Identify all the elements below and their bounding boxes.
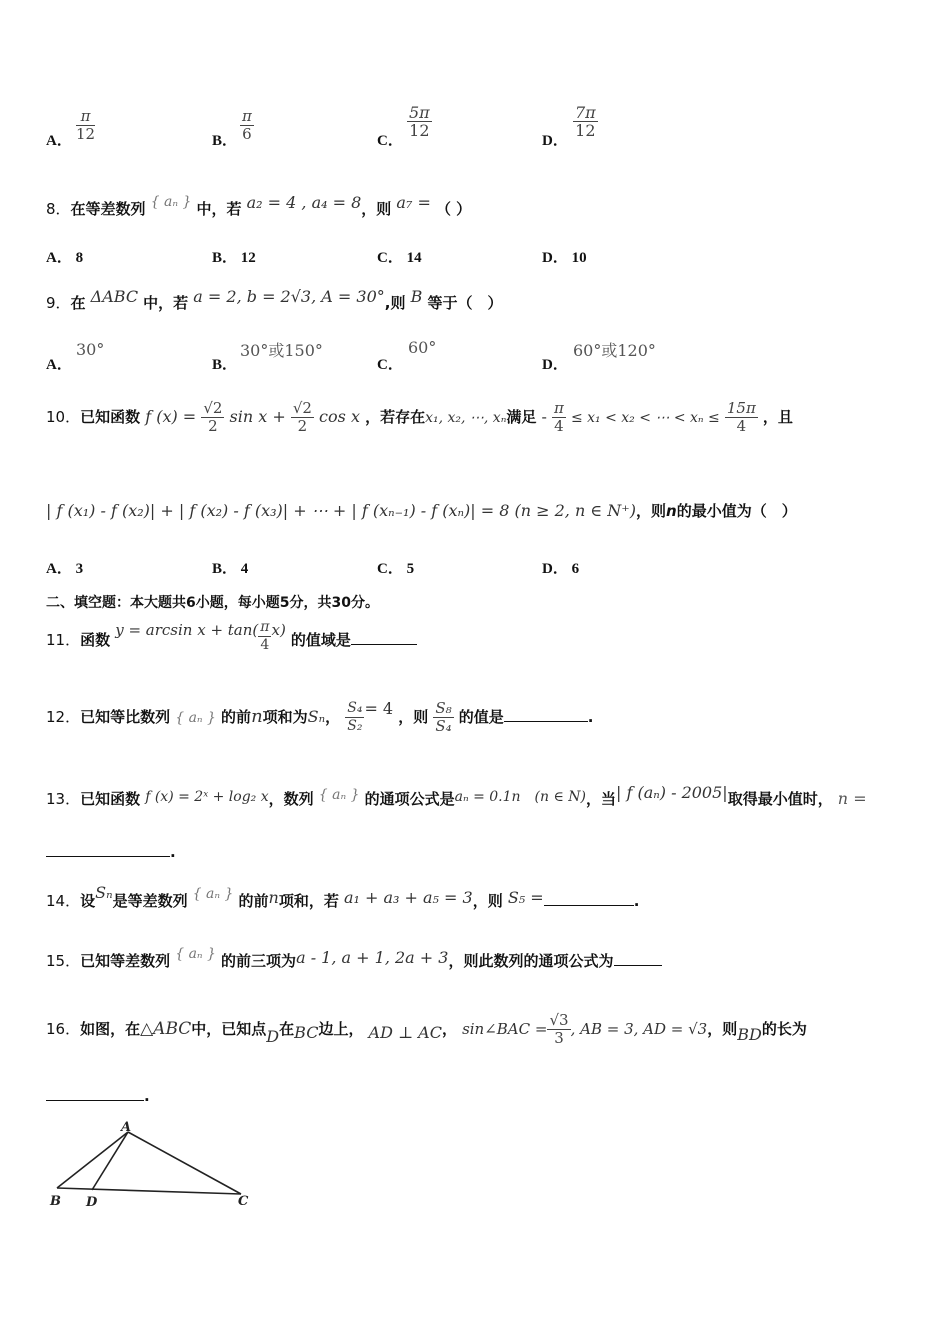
question-12	[46, 700, 593, 750]
q12-text4: ，	[325, 708, 341, 726]
q12-text3: 项和为	[262, 708, 308, 726]
segment-ad	[92, 1132, 128, 1190]
q10-c-letter: C．	[377, 561, 403, 577]
q7-option-d-letter: D．	[542, 133, 568, 149]
q15-seq: { aₙ }	[175, 946, 216, 962]
question-16	[46, 1012, 807, 1062]
q14-nvar: n	[268, 888, 279, 907]
q10-pi-num: π	[553, 399, 564, 417]
q8-b-value: 12	[240, 250, 256, 266]
q9-text: 在	[70, 294, 86, 312]
q8-a-letter: A．	[46, 250, 72, 266]
q12-answer-blank[interactable]	[504, 707, 588, 722]
q7-a-num: π	[76, 108, 95, 126]
q14-text4: 项和，若	[278, 892, 339, 910]
q13-number: 13．	[46, 790, 81, 808]
q8-seq: { aₙ }	[150, 194, 192, 210]
q10-text2: ，若存在	[365, 408, 426, 426]
q12-s4b: S₄	[435, 717, 452, 735]
q8-condition: a₂ = 4 , a₄ = 8	[246, 193, 362, 212]
q10-pi-den: 4	[554, 417, 564, 435]
q10-text: 已知函数	[80, 408, 141, 426]
question-13	[46, 783, 867, 809]
q13-an: aₙ = 0.1n (n ∈ N)	[454, 789, 586, 805]
q10-option-c	[377, 557, 414, 578]
q15-answer-blank[interactable]	[614, 951, 662, 966]
q13-text2: ，数列	[268, 790, 314, 808]
q12-nvar: n	[251, 706, 263, 727]
q12-text: 已知等比数列	[80, 708, 171, 726]
q15-text3: ，则此数列的通项公式为	[448, 952, 614, 970]
q9-option-b-letter: B．	[212, 357, 238, 373]
q10-neg: -	[541, 407, 547, 426]
q7-option-c-letter: C．	[377, 133, 403, 149]
q9-var: B	[410, 287, 423, 306]
q16-d: D	[266, 1027, 280, 1046]
q11-frac	[258, 619, 271, 654]
q13-text5: 取得最小值时，	[727, 790, 833, 808]
q16-answer-blank[interactable]	[46, 1086, 144, 1101]
q12-eq4: = 4	[364, 699, 394, 718]
q8-text3: ，则	[361, 200, 392, 218]
q8-d-value: 10	[571, 250, 587, 266]
segment-ac	[128, 1132, 241, 1194]
q14-sn: Sₙ	[95, 883, 113, 902]
q14-end: .	[633, 892, 640, 910]
q10-text6: 的最小值为（ ）	[676, 502, 797, 520]
q16-end: .	[144, 1087, 150, 1105]
q10-frac1-num: √2	[203, 399, 223, 417]
q16-rest: , AB = 3, AD = √3	[570, 1020, 708, 1038]
q14-condition: a₁ + a₃ + a₅ = 3	[343, 888, 473, 907]
q15-text2: 的前三项为	[221, 952, 297, 970]
triangle-figure	[40, 1115, 270, 1215]
q7-option-a-fraction	[76, 108, 95, 143]
q8-option-b	[212, 246, 256, 267]
q10-chain: ≤ x₁ < x₂ < ⋯ < xₙ ≤	[570, 410, 720, 426]
q12-s8: S₈	[435, 699, 452, 717]
label-a: A	[121, 1120, 132, 1135]
q14-seq-an: aₙ	[206, 886, 221, 902]
q10-nvar: n	[666, 502, 677, 520]
q8-number: 8．	[46, 200, 71, 218]
q12-sn: Sₙ	[307, 707, 326, 726]
segment-ba	[57, 1132, 128, 1188]
q13-neq: n =	[837, 789, 867, 808]
q16-text: 如图，在	[80, 1020, 141, 1038]
q10-option-d	[542, 557, 579, 578]
q16-number: 16．	[46, 1020, 81, 1038]
q7-a-den: 12	[76, 125, 96, 143]
q10-frac2-num: √2	[292, 399, 312, 417]
q11-answer-blank[interactable]	[351, 630, 417, 645]
q8-d-letter: D．	[542, 250, 568, 266]
q9-option-c-value: 60°	[408, 338, 437, 357]
q9-number: 9．	[46, 294, 71, 312]
q8-option-a	[46, 246, 83, 267]
q14-number: 14．	[46, 892, 81, 910]
q12-text2: 的前	[221, 708, 252, 726]
q10-frac1-den: 2	[208, 417, 218, 435]
q16-text3: 在	[279, 1020, 295, 1038]
q16-triangle: △ABC	[140, 1019, 192, 1039]
q9-text2: 中，若	[143, 294, 189, 312]
q7-option-c-fraction	[407, 104, 432, 139]
q10-frac-pi4	[552, 400, 566, 435]
q13-text4: ，当	[585, 790, 616, 808]
q16-perp: AD ⊥ AC	[368, 1023, 442, 1042]
q14-seq: { aₙ }	[192, 886, 234, 902]
q11-expr-a: y = arcsin x + tan(	[115, 621, 259, 639]
q16-frac	[547, 1012, 570, 1047]
q12-text5: ，则	[398, 708, 429, 726]
q10-number: 10．	[46, 408, 81, 426]
q16-text5: ，	[441, 1020, 457, 1038]
q7-option-b-fraction	[240, 108, 254, 143]
q16-text6: ，则	[707, 1020, 738, 1038]
q13-seq-an: aₙ	[332, 787, 347, 803]
q10-frac-1	[201, 400, 224, 435]
question-14	[46, 883, 640, 911]
q12-seq-an: aₙ	[188, 710, 203, 726]
q12-s4: S₄	[347, 700, 363, 716]
q10-option-b	[212, 557, 248, 578]
section-2-heading: 二、填空题：本大题共6小题，每小题5分，共30分。	[46, 595, 379, 611]
q9-triangle: ΔABC	[90, 287, 139, 306]
q16-sin: sin∠BAC =	[462, 1020, 548, 1038]
q13-end: .	[170, 843, 176, 861]
q10-d-value: 6	[571, 561, 580, 577]
q8-seq-an: aₙ	[164, 194, 179, 210]
q12-frac-s4s2	[345, 700, 364, 735]
q10-sum-expr: | f (x₁) - f (x₂)| + | f (x₂) - f (x₃)| + ⋯ + | f (xₙ₋₁) - f (xₙ)| = 8 (n ≥ 2, n ∈ N⁺)	[46, 501, 636, 520]
q9-option-b-value: 30°或150°	[240, 341, 323, 360]
q13-text3: 的通项公式是	[364, 790, 455, 808]
q8-paren: （ ）	[435, 200, 472, 218]
q9-text4: 等于（ ）	[427, 294, 503, 312]
q14-text3: 的前	[238, 892, 269, 910]
q11-four: 4	[260, 637, 270, 653]
q10-15pi-num: 15π	[726, 399, 756, 417]
segment-bc	[57, 1188, 241, 1194]
q15-seq-an: aₙ	[188, 946, 203, 962]
q10-cos: cos x	[319, 407, 360, 426]
q11-expr-b: x)	[271, 621, 286, 639]
q14-answer-blank[interactable]	[544, 891, 634, 906]
q9-option-a-value: 30°	[76, 340, 105, 359]
q12-frac-s8s4	[433, 700, 453, 735]
q10-text5: ，则	[635, 502, 666, 520]
q14-s5: S₅ =	[507, 888, 544, 907]
q10-d-letter: D．	[542, 561, 568, 577]
q7-b-den: 6	[242, 125, 252, 143]
q8-c-letter: C．	[377, 250, 403, 266]
q13-text: 已知函数	[80, 790, 141, 808]
question-10-line2	[46, 500, 797, 521]
q7-d-den: 12	[575, 121, 596, 140]
q13-func: f (x) = 2ˣ + log₂ x	[145, 789, 269, 805]
q12-seq: { aₙ }	[175, 710, 216, 726]
q16-bd: BD	[737, 1025, 762, 1044]
q16-answer-line	[46, 1086, 150, 1105]
q10-xs: x₁, x₂, ⋯, xₙ	[425, 410, 507, 426]
q7-b-num: π	[242, 107, 252, 125]
q14-text5: ，则	[472, 892, 503, 910]
question-9	[46, 287, 503, 313]
question-15	[46, 946, 662, 971]
q13-absexpr: | f (aₙ) - 2005|	[616, 783, 728, 802]
q9-condition: a = 2, b = 2√3, A = 30°	[193, 287, 385, 306]
q10-frac-15pi4	[725, 400, 758, 435]
q14-text: 设	[80, 892, 96, 910]
q8-b-letter: B．	[212, 250, 238, 266]
q16-text2: 中，已知点	[191, 1020, 267, 1038]
q8-target: a₇ =	[396, 193, 431, 212]
q8-option-d	[542, 246, 587, 267]
q10-option-a	[46, 557, 83, 578]
q15-number: 15．	[46, 952, 81, 970]
q12-text6: 的值是	[458, 708, 504, 726]
q7-option-d-fraction	[573, 104, 598, 139]
q10-a-letter: A．	[46, 561, 72, 577]
q7-option-a-letter: A．	[46, 133, 72, 149]
q15-text: 已知等差数列	[80, 952, 171, 970]
q10-sin: sin x +	[229, 407, 286, 426]
q10-a-value: 3	[75, 561, 84, 577]
question-10-line1	[46, 400, 793, 450]
label-c: C	[238, 1194, 249, 1209]
q10-c-value: 5	[406, 561, 415, 577]
q13-seq: { aₙ }	[318, 787, 360, 803]
q16-three: 3	[554, 1029, 564, 1047]
q10-text3: 满足	[506, 408, 537, 426]
q16-sqrt3: √3	[549, 1011, 569, 1029]
q11-number: 11．	[46, 631, 81, 649]
q16-text7: 的长为	[761, 1020, 807, 1038]
q7-option-b-letter: B．	[212, 133, 238, 149]
question-11	[46, 619, 417, 663]
q9-text3: ,则	[384, 294, 406, 312]
question-8	[46, 193, 472, 219]
q10-frac-2	[291, 400, 314, 435]
q13-answer-blank[interactable]	[46, 842, 170, 857]
q11-text2: 的值域是	[290, 631, 351, 649]
q11-text: 函数	[80, 631, 111, 649]
q12-s2: S₂	[347, 718, 363, 734]
q10-b-letter: B．	[212, 561, 238, 577]
q10-15pi-den: 4	[736, 417, 747, 435]
q12-number: 12．	[46, 708, 81, 726]
q7-d-num: 7π	[575, 103, 596, 122]
q9-option-d-letter: D．	[542, 357, 568, 373]
q14-text2: 是等差数列	[112, 892, 188, 910]
q15-terms: a - 1, a + 1, 2a + 3	[296, 948, 449, 967]
q8-text2: 中，若	[196, 200, 242, 218]
q8-option-c	[377, 246, 422, 267]
q9-option-a-letter: A．	[46, 357, 72, 373]
label-d: D	[86, 1195, 98, 1210]
q13-answer-line	[46, 842, 176, 861]
q10-frac2-den: 2	[297, 417, 308, 435]
q16-text4: 边上，	[318, 1020, 364, 1038]
q7-c-num: 5π	[409, 103, 430, 122]
label-b: B	[50, 1194, 61, 1209]
q10-b-value: 4	[240, 561, 249, 577]
q16-bc: BC	[294, 1023, 319, 1042]
q12-end: .	[587, 708, 594, 726]
q11-pi: π	[260, 619, 270, 635]
q10-func-lhs: f (x) =	[145, 407, 197, 426]
q9-option-c-letter: C．	[377, 357, 403, 373]
q8-text: 在等差数列	[70, 200, 146, 218]
q7-c-den: 12	[409, 121, 430, 140]
q9-option-d-value: 60°或120°	[573, 341, 656, 360]
q10-text4: ，且	[762, 408, 793, 426]
q8-a-value: 8	[75, 250, 84, 266]
q8-c-value: 14	[406, 250, 422, 266]
